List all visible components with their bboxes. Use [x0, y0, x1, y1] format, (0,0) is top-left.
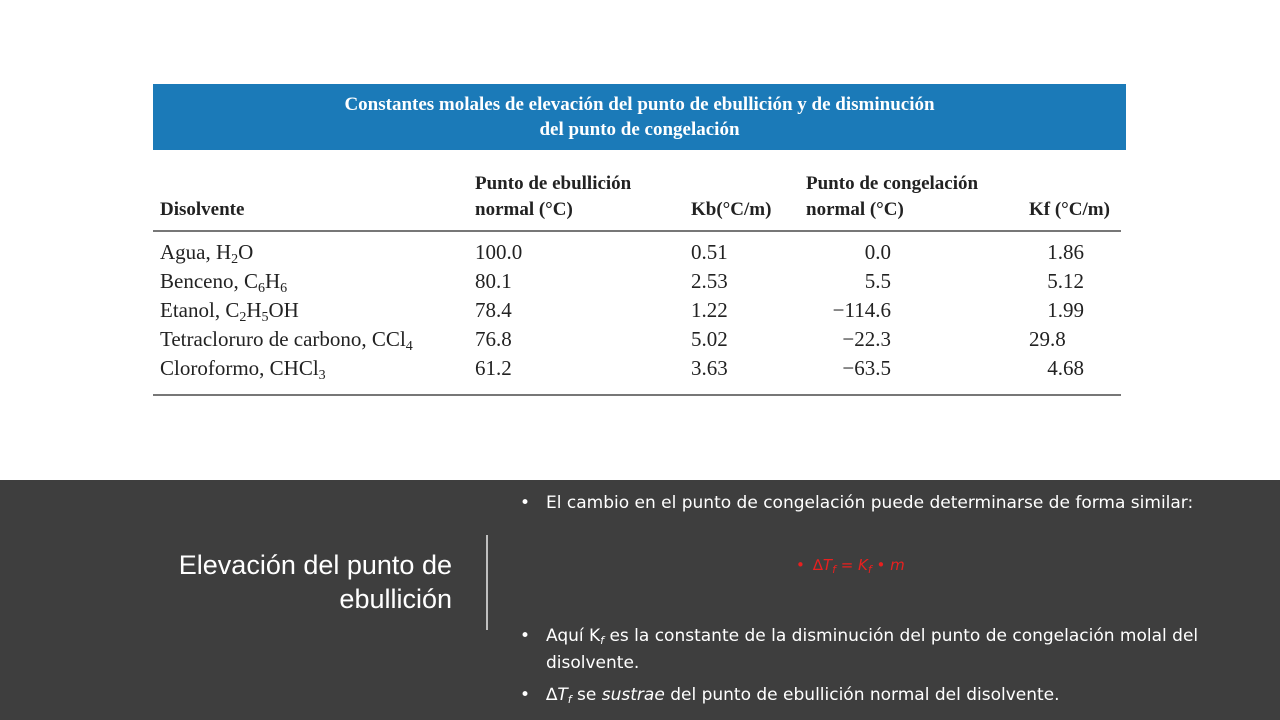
- solvent-name-text: Benceno, C: [160, 269, 258, 293]
- solvent-constants-table: [153, 84, 1126, 398]
- bullet-dot: •: [520, 493, 531, 513]
- table-header-line-1: Constantes molales de elevación del punto de ebullición y de disminución: [344, 94, 935, 115]
- bullet-subtract-sub: f: [567, 693, 572, 706]
- bullet-subtract-delta: ∆T: [546, 685, 568, 705]
- solvent-name-rest: O: [238, 240, 254, 264]
- freezing-point-value: −114.6: [832, 298, 891, 322]
- bullet-kf-definition-text: [520, 625, 1220, 674]
- bullet-subtract-c: del punto de ebullición normal del disolvente.: [664, 685, 1060, 705]
- bullet-kf-definition: [520, 625, 1220, 674]
- solvent-name: [160, 296, 299, 325]
- column-header-boiling-point-line-1: Punto de ebullición: [475, 173, 632, 194]
- formula-mid: • m: [871, 556, 905, 574]
- solvent-name: [160, 267, 287, 296]
- slide-title: Elevación del punto de ebullición: [178, 550, 452, 614]
- column-header-freezing-point: [806, 171, 978, 223]
- column-header-solvent: Disolvente: [160, 199, 245, 220]
- kb-value: 3.63: [691, 356, 728, 380]
- solvent-name-rest: OH: [268, 298, 299, 322]
- kf-value: 4.68: [1047, 356, 1084, 380]
- formula-eq: = K: [835, 556, 868, 574]
- freezing-point-value: 5.5: [864, 269, 891, 293]
- bullet-kf-sub: f: [600, 634, 605, 647]
- bullet-subtract-em: sustrae: [601, 685, 665, 705]
- solvent-subscript: 2: [239, 310, 247, 325]
- bottom-rule: [153, 394, 1121, 396]
- bullet-freezing-change: [520, 492, 1220, 514]
- bullet-subtract: [520, 684, 1220, 711]
- kb-value: 1.22: [691, 298, 728, 322]
- boiling-point-value: 61.2: [475, 356, 512, 380]
- formula-delta-tf: [796, 554, 996, 581]
- solvent-name-text: Cloroformo, CHCl: [160, 356, 319, 380]
- table-header-line-2: del punto de congelación: [539, 119, 740, 140]
- kf-value: 1.99: [1047, 298, 1084, 322]
- kb-value: 5.02: [691, 327, 728, 351]
- solvent-name-text: Etanol, C: [160, 298, 240, 322]
- formula-sub: f: [832, 563, 836, 576]
- column-header-boiling-point: [475, 171, 631, 223]
- bullet-subtract-b: se: [571, 685, 602, 705]
- solvent-name: [160, 354, 326, 383]
- column-header-freezing-point-line-2: normal (°C): [806, 199, 904, 220]
- kf-value: 1.86: [1047, 240, 1084, 264]
- kb-value: 0.51: [691, 240, 728, 264]
- solvent-subscript: 3: [318, 368, 326, 383]
- solvent-subscript: 6: [257, 281, 265, 296]
- bullet-dot: •: [520, 626, 531, 646]
- solvent-name-text: Tetracloruro de carbono, CCl: [160, 327, 406, 351]
- solvent-subscript: 4: [405, 339, 413, 354]
- freezing-point-value: −63.5: [842, 356, 891, 380]
- solvent-subscript: 2: [231, 252, 239, 267]
- bullet-kf-a: Aquí K: [546, 626, 601, 646]
- column-header-boiling-point-line-2: normal (°C): [475, 199, 573, 220]
- header-rule: [153, 230, 1121, 232]
- solvent-name: [160, 325, 413, 354]
- bullet-kf-b: es la constante de la disminución del punto de congelación molal del disolvente.: [546, 626, 1199, 673]
- boiling-point-value: 78.4: [475, 298, 512, 322]
- boiling-point-value: 76.8: [475, 327, 512, 351]
- bullet-freezing-change-text: El cambio en el punto de congelación puede determinarse de forma similar:: [546, 493, 1194, 513]
- table-header: [153, 84, 1126, 150]
- boiling-point-value: 80.1: [475, 269, 512, 293]
- bullet-dot: •: [520, 685, 531, 705]
- kb-value: 2.53: [691, 269, 728, 293]
- solvent-name-rest: H: [246, 298, 262, 322]
- bullet-subtract-text: [520, 684, 1220, 711]
- formula-sub-2: f: [867, 563, 872, 576]
- freezing-point-value: 0.0: [864, 240, 891, 264]
- solvent-name-rest: H: [264, 269, 281, 293]
- solvent-name-text: Agua, H: [160, 240, 232, 264]
- solvent-subscript: 5: [261, 310, 269, 325]
- formula-delta: ∆T: [812, 556, 833, 574]
- column-header-kf: Kf (°C/m): [1029, 199, 1110, 220]
- bullet-dot: •: [796, 556, 805, 574]
- kf-value: 29.8: [1029, 327, 1066, 351]
- column-header-freezing-point-line-1: Punto de congelación: [806, 173, 979, 194]
- solvent-name: [160, 238, 253, 267]
- freezing-point-value: −22.3: [842, 327, 891, 351]
- solvent-subscript: 6: [280, 281, 288, 296]
- kf-value: 5.12: [1047, 269, 1084, 293]
- boiling-point-value: 100.0: [475, 240, 523, 264]
- column-header-kb: Kb(°C/m): [691, 199, 772, 220]
- title-divider: [486, 535, 488, 630]
